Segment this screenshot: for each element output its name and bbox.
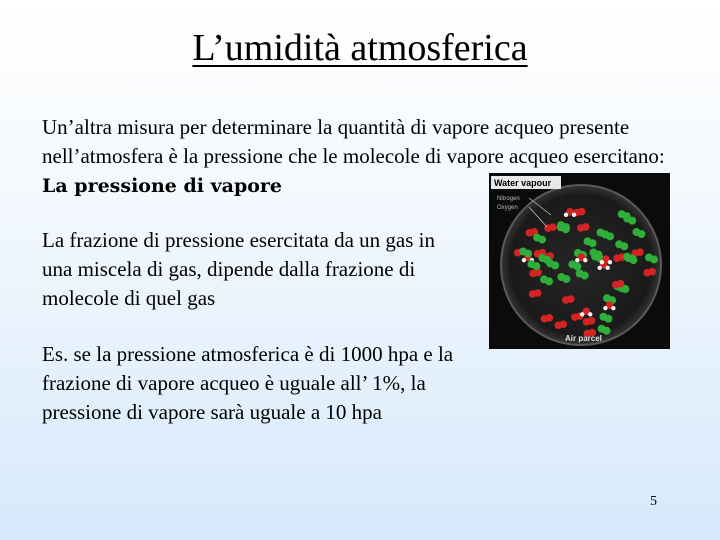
oxygen-label: Oxygen (497, 205, 518, 211)
nitrogen-label: Nitrogen (497, 196, 520, 202)
slide-title: L’umidità atmosferica (192, 27, 528, 69)
molecule-atom (623, 212, 631, 220)
molecule-atom (588, 312, 592, 316)
molecule-atom (562, 225, 570, 233)
molecule-atom (583, 258, 587, 262)
molecule-atom (604, 315, 612, 323)
molecule-atom (572, 213, 576, 217)
molecule-atom (581, 272, 589, 280)
molecule-atom (650, 255, 658, 263)
molecule-atom (580, 312, 584, 316)
molecule-atom (611, 306, 615, 310)
molecule-atom (603, 306, 607, 310)
molecule-atom (637, 230, 645, 238)
molecule-atom (551, 261, 559, 269)
molecule-atom (534, 289, 542, 297)
molecule-atom (545, 277, 553, 285)
air-parcel-illustration (489, 173, 670, 349)
molecule-atom (559, 320, 567, 328)
molecule-atom (546, 314, 554, 322)
molecule-atom (603, 327, 611, 335)
molecule-atom (628, 255, 636, 263)
molecule-atom (636, 248, 644, 256)
paragraph-vapour-pressure-text: Un’altra misura per determinare la quantità di vapore acqueo presente nell’atmosfera è la pressione che le molecole di vapore acqueo esercitano: (42, 115, 665, 168)
molecule-atom (597, 266, 601, 270)
molecule-atom (617, 280, 625, 288)
molecule-atom (532, 262, 540, 270)
molecule-atom (605, 266, 609, 270)
vapour-pressure-term: La pressione di vapore (42, 175, 282, 197)
molecule-atom (524, 249, 532, 257)
molecule-atom (608, 260, 612, 264)
air-parcel-image (489, 173, 670, 349)
molecule-atom (522, 258, 526, 262)
molecule-atom (575, 258, 579, 262)
molecule-atom (620, 242, 628, 250)
molecule-atom (578, 208, 586, 216)
molecule-atom (601, 231, 609, 239)
molecule-atom (589, 239, 597, 247)
molecule-atom (562, 275, 570, 283)
paragraph-example: Es. se la pressione atmosferica è di 1000 hpa e la frazione di vapore acqueo è uguale all’ 1%, la pressione di vapore sarà uguale a 10 hpa (42, 342, 454, 424)
molecule-atom (573, 262, 581, 270)
molecule-atom (588, 317, 596, 325)
paragraph-pressure-fraction: La frazione di pressione esercitata da un gas in una miscela di gas, dipende dalla frazione di molecole di quel gas (42, 228, 436, 310)
molecule-atom (600, 260, 604, 264)
molecule-atom (582, 223, 590, 231)
water-vapour-label: Water vapour (494, 178, 552, 188)
molecule-atom (549, 223, 557, 231)
molecule-atom (648, 268, 656, 276)
molecule-atom (564, 213, 568, 217)
page-number: 5 (650, 494, 657, 509)
molecule-atom (538, 236, 546, 244)
air-parcel-label: Air parcel (565, 334, 602, 343)
molecule-atom (567, 295, 575, 303)
